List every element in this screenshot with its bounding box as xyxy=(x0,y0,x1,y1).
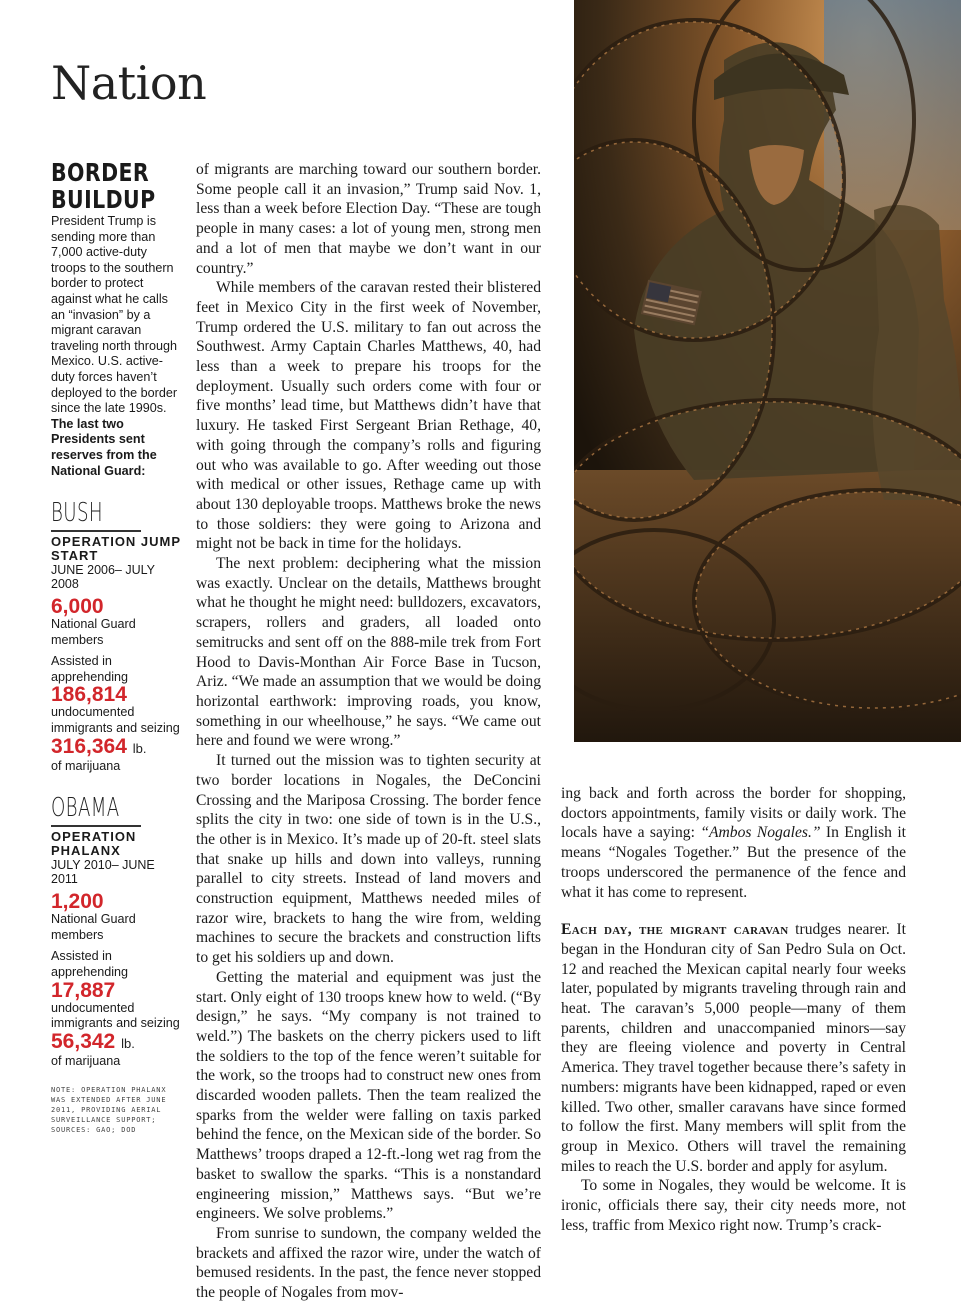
obama-marijuana: 56,342 xyxy=(51,1029,116,1053)
bush-operation: OPERATION JUMP START xyxy=(51,534,181,564)
article-column-2 xyxy=(561,784,906,1235)
article-paragraph: The next problem: deciphering what the mission was exactly. Unclear on the details, Matthews brought what he thought he might need: bulldozers, excavators, scrapers, rollers and graders, all loaded onto semitrucks and sent off on the 888-mile trek from Fort Hood to Davis-Monthan Air Force Base in Tucson, Ariz. “We made an assumption that we would be doing horizontal earthwork: improving roads, you know, something in our wheelhouse,” he says. “We came out here and found we were wrong.” xyxy=(196,555,541,750)
article-paragraph-continued xyxy=(561,784,906,902)
section-lead-text: trudges nearer. It began in the Honduran city of San Pedro Sula on Oct. 12 and reached the Mexican capital nearly four weeks later, populated by migrants traveling through rain and heat. The caravan’s 5,000 people—many of them parents, children and unaccompanied minors—say they are fleeing violence and poverty in Central America. They travel together because there’s safety in numbers: migrants have been kidnapped, raped or even killed. Two other, smaller caravans have since formed to follow the first. Many members will split from the group in Mexico. Others will travel the remaining miles to reach the U.S. border and apply for asylum. xyxy=(561,921,906,1175)
article-paragraph: Getting the material and equipment was just the start. Only eight of 130 troops knew how to weld. (“By design,” he says. “My company is not trained to weld.”) The baskets on the cherry pickers used to lift the soldiers to the top of the fence weren’t suitable for the work, so the troops had to construct new ones from discarded wooden pallets. Then the team realized the sparks from the welder were falling on taxis parked behind the fence, on the Mexican side of the border. So Matthews’ troops draped a 12-ft.-long wet rag from the basket to swallow the sparks. “This is a nonstandard engineering mission,” Matthews says. “But we’re engineers. We solve problems.” xyxy=(196,968,541,1223)
article-column-1 xyxy=(196,160,541,1303)
obama-operation: OPERATION PHALANX xyxy=(51,829,137,859)
sidebar-headline-line1: BORDER xyxy=(51,158,150,187)
continued-text-a: ing back and forth across the border for shopping, doctors appointments, family visits or daily work. The locals have a saying: xyxy=(561,785,906,842)
photo-illustration xyxy=(574,0,961,742)
obama-marijuana-label: of marijuana xyxy=(51,1053,121,1068)
sidebar-note: NOTE: OPERATION PHALANX WAS EXTENDED AFTER JUNE 2011, PROVIDING AERIAL SURVEILLANCE SUPPORT; SOURCES: GAO; DOD xyxy=(51,1086,167,1135)
section-lead-in: Each day, the migrant caravan xyxy=(561,921,789,939)
section-title: Nation xyxy=(51,56,207,110)
bush-unit: lb. xyxy=(132,740,147,756)
bush-dates: JUNE 2006– JULY 2008 xyxy=(51,563,155,592)
article-paragraph: While members of the caravan rested their blistered feet in Mexico City in the first week of November, Trump ordered the U.S. military to fan out across the Southwest. Army Captain Charles Matthews, 40, had less than a week to prepare his troops for the deployment. Usually such orders come with four or five months’ lead time, but Matthews didn’t have that luxury. He tasked First Sergeant Brian Rethage, 40, with going through the company’s rolls and figuring out who was available to go. After weeding out those with medical or other issues, Rethage came up with about 130 deployable troops. Matthews broke the news to those soldiers: they were going to Arizona and might not be back in time for the holidays. xyxy=(196,279,541,553)
bush-rule xyxy=(51,530,141,532)
continued-text-b: In English it means “Nogales Together.” But the presence of the troops underscored the permanence of the fence and what it has come to represent. xyxy=(561,824,906,901)
sidebar-intro: President Trump is sending more than 7,000 active-duty troops to the southern border to protect against what he calls an “invasion” by a migrant caravan traveling north through Mexico. U.S. active-duty forces haven’t deployed to the border since the late 1990s. xyxy=(51,214,178,416)
bush-marijuana-line xyxy=(51,734,181,759)
bush-assisted-label: Assisted in apprehending xyxy=(51,654,129,684)
obama-unit: lb. xyxy=(121,1035,135,1051)
obama-troops-label: National Guard members xyxy=(51,912,136,942)
obama-marijuana-line xyxy=(51,1029,181,1054)
obama-rule xyxy=(51,825,141,827)
bush-troops: 6,000 xyxy=(51,595,104,619)
article-paragraph: From sunrise to sundown, the company welded the brackets and affixed the razor wire, under the watch of bemused residents. In the past, the fence never stopped the people of Nogales from mov- xyxy=(196,1224,541,1302)
bush-marijuana-label: of marijuana xyxy=(51,758,121,773)
sidebar-intro-bold: The last two Presidents sent reserves from the National Guard: xyxy=(51,416,157,478)
bush-apprehended: 186,814 xyxy=(51,683,127,707)
article-paragraph: of migrants are marching toward our southern border. Some people call it an invasion,” Trump said Nov. 1, less than a week before Election Day. “These are tough people in many cases: a lot of young men, strong men and a lot of men that maybe we don’t want in our country.” xyxy=(196,161,541,277)
sidebar-border-buildup xyxy=(51,160,181,1135)
article-paragraph-section-start xyxy=(561,920,906,1176)
obama-block xyxy=(51,794,181,1069)
article-paragraph: To some in Nogales, they would be welcome. It is ironic, officials there say, their city needs more, not less, traffic from Mexico right now. Trump’s crack- xyxy=(561,1177,906,1234)
continued-italic: “Ambos Nogales.” xyxy=(700,824,821,842)
obama-heading: OBAMA xyxy=(51,793,120,824)
obama-apprehended: 17,887 xyxy=(51,978,116,1002)
article-paragraph: It turned out the mission was to tighten security at two border locations in Nogales, the DeConcini Crossing and the Mariposa Crossing. The border fence splits the city in two: one side of town is in the U.S., the other is in Mexico. It’s made up of 20-ft. steel slats that snake up hills and down into valleys, running parallel to city streets. Instead of land movers and construction equipment, Matthews needed miles of razor wire, brackets to hang the wire from, welding machines to secure the brackets and construction lifts to get his soldiers up and down. xyxy=(196,752,541,967)
obama-troops: 1,200 xyxy=(51,890,104,914)
bush-heading: BUSH xyxy=(51,498,103,529)
obama-apprehended-label: undocumented immigrants and seizing xyxy=(51,1000,180,1031)
bush-troops-label: National Guard members xyxy=(51,617,136,647)
sidebar-headline-line2: BUILDUP xyxy=(51,185,156,214)
soldiers-razor-wire-photo xyxy=(574,0,961,742)
bush-marijuana: 316,364 xyxy=(51,734,127,758)
bush-apprehended-label: undocumented immigrants and seizing xyxy=(51,705,180,736)
obama-dates: JULY 2010– JUNE 2011 xyxy=(51,858,155,887)
bush-block xyxy=(51,499,181,774)
obama-assisted-label: Assisted in apprehending xyxy=(51,949,129,980)
